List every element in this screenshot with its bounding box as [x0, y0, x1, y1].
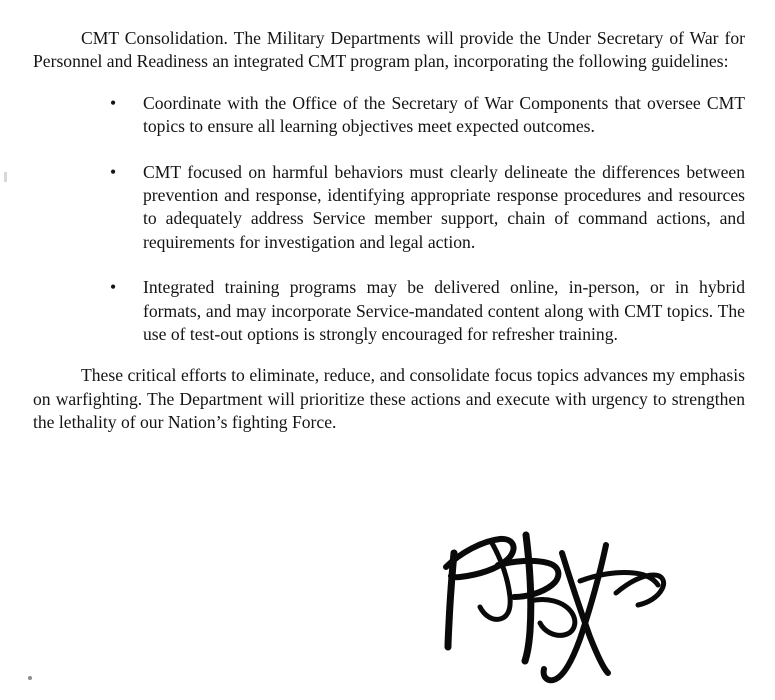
- list-item-text: Coordinate with the Office of the Secretary of War Components that oversee CMT topics to ensure all learning objectives meet expected outcomes.: [143, 92, 745, 137]
- list-item: [33, 161, 745, 255]
- bullet-icon: •: [110, 277, 117, 298]
- guidelines-list-wrapper: [33, 92, 745, 347]
- bullet-icon: •: [110, 161, 117, 182]
- page-edge-artifact: [4, 172, 7, 182]
- list-item-text: Integrated training programs may be delivered online, in-person, or in hybrid formats, and may incorporate Service-mandated content along with CMT topics. The use of test-out options is strongly encouraged for refresher training.: [143, 277, 745, 344]
- page-speck-artifact: [28, 676, 32, 680]
- signature-mark: [430, 505, 690, 685]
- list-item: [33, 276, 745, 346]
- paragraph-cmt-consolidation: CMT Consolidation. The Military Departments will provide the Under Secretary of War for Personnel and Readiness an integrated CMT program plan, incorporating the following guidelines:: [33, 28, 745, 72]
- list-item: [33, 92, 745, 139]
- document-body: [33, 27, 745, 448]
- guidelines-bullet-list: [33, 92, 745, 347]
- signature-block: [430, 505, 690, 685]
- paragraph-closing: These critical efforts to eliminate, reduce, and consolidate focus topics advances my emphasis on warfighting. The Department will prioritize these actions and execute with urgency to strengthen the lethality of our Nation’s fighting Force.: [33, 365, 745, 433]
- bullet-icon: •: [110, 92, 117, 113]
- list-item-text: CMT focused on harmful behaviors must clearly delineate the differences between prevention and response, identifying appropriate response procedures and resources to adequately address Service member support, chain of command actions, and requirements for investigation and legal action.: [143, 161, 745, 252]
